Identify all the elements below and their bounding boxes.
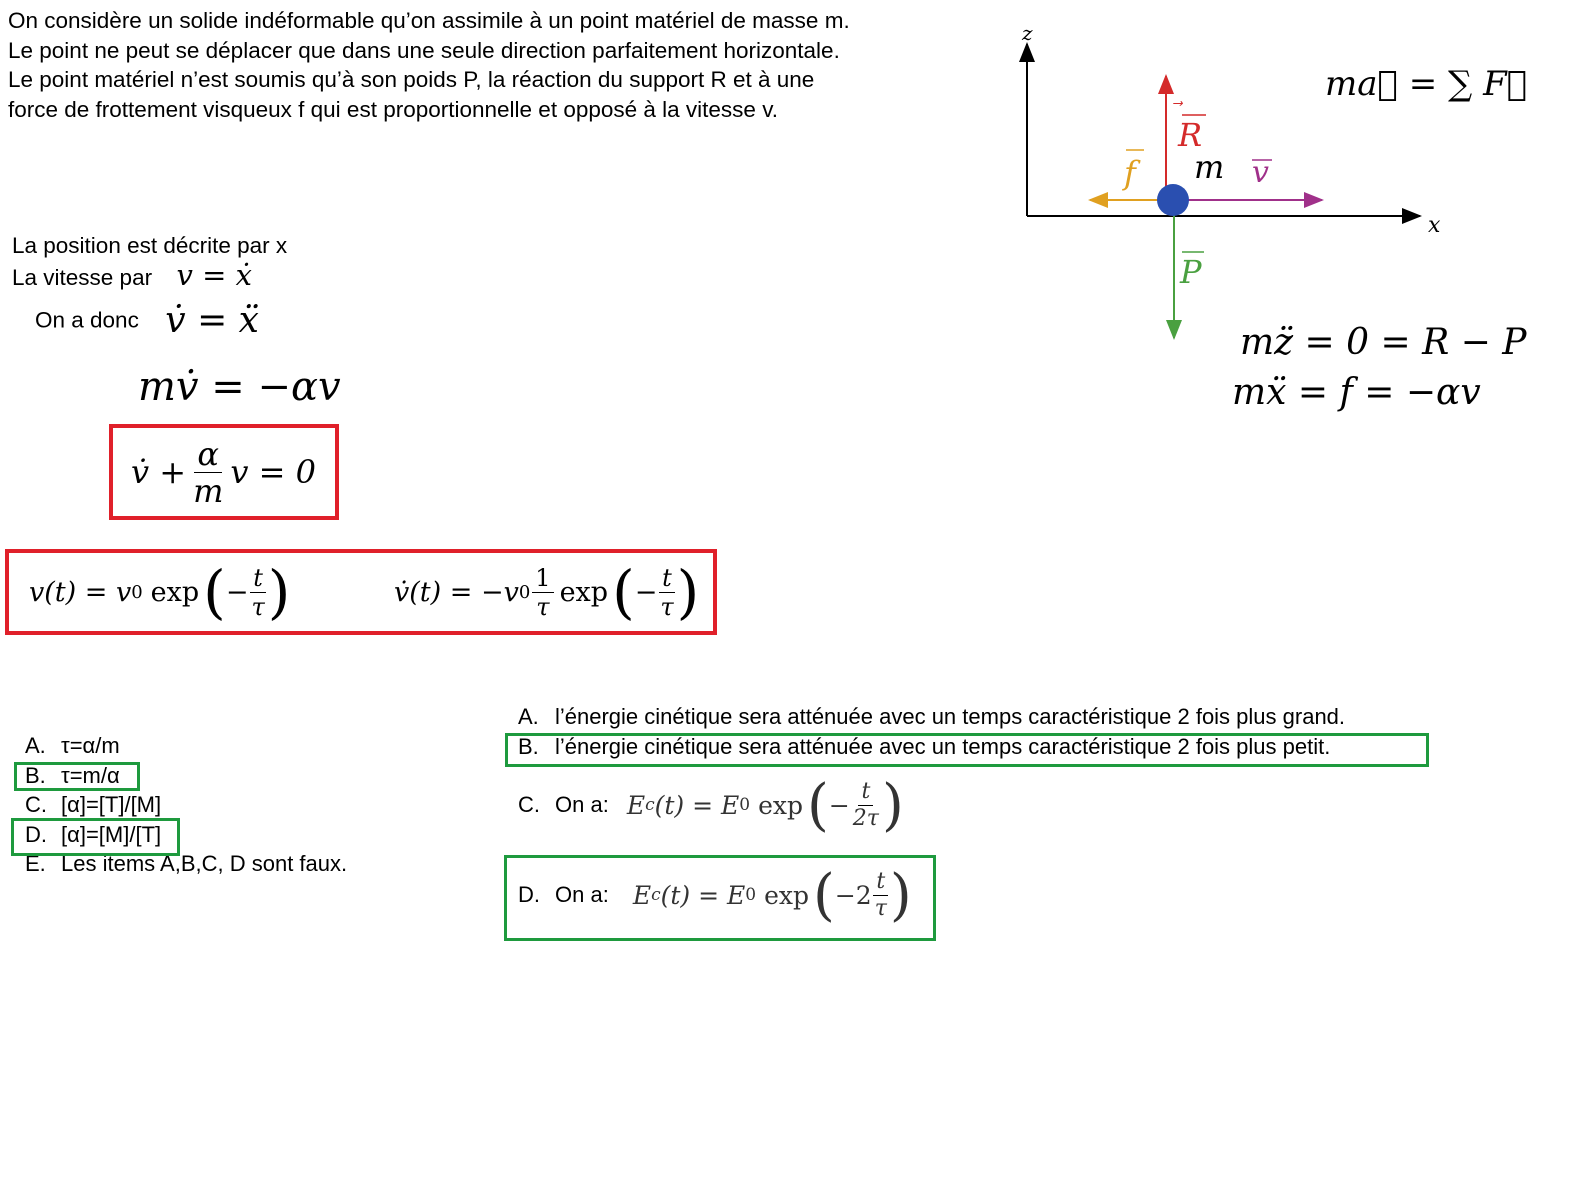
- right-paren: ): [267, 558, 291, 626]
- frac-denominator: 2τ: [852, 805, 879, 831]
- velocity-text: La vitesse par: [12, 265, 153, 290]
- motion-equation: mv̇ = −αv: [138, 364, 341, 410]
- eq-prefix: −: [828, 790, 850, 820]
- left-paren: (: [612, 558, 635, 626]
- diff-eq-left: v̇ +: [131, 453, 187, 491]
- vector-arrow-glyph: [1173, 101, 1184, 106]
- eq-mid: (t) = E: [660, 880, 746, 910]
- item-text: l’énergie cinétique sera atténuée avec un temps caractéristique 2 fois plus grand.: [555, 704, 1346, 729]
- item-text: On a:: [555, 882, 609, 907]
- reaction-label: R: [1178, 116, 1203, 154]
- item-text: [α]=[T]/[M]: [61, 792, 162, 817]
- kinetic-energy-equation-c: [627, 773, 904, 838]
- t-over-tau-fraction: [657, 563, 676, 621]
- differential-equation: [131, 434, 316, 510]
- velocity-solution: [29, 553, 290, 631]
- v-left: v(t) = v: [29, 576, 132, 608]
- frac-numerator: t: [858, 781, 873, 806]
- item-text: τ=m/α: [61, 762, 120, 788]
- eq-sub: c: [645, 795, 655, 815]
- v-sub: 0: [131, 581, 143, 603]
- frac-numerator: t: [659, 566, 675, 593]
- item-letter: B.: [518, 734, 539, 759]
- exp-function: exp: [758, 790, 803, 820]
- item-text: Les items A,B,C, D sont faux.: [61, 851, 348, 876]
- right-paren: ): [676, 558, 700, 626]
- exp-function: exp: [559, 576, 609, 608]
- eq-left: E: [626, 790, 646, 820]
- item-letter: C.: [518, 792, 540, 817]
- eq-sub: c: [651, 885, 661, 905]
- exp-function: exp: [764, 880, 809, 910]
- frac-denominator: m: [193, 471, 224, 510]
- frac-numerator: t: [250, 566, 266, 593]
- t-over-tau-fraction: [248, 563, 267, 621]
- qcm2-item-d: [518, 858, 912, 932]
- t-over-tau-fraction: [872, 868, 890, 921]
- qcm1-list: [25, 733, 347, 881]
- acceleration-solution: [394, 553, 699, 631]
- frac-numerator: 1: [532, 566, 553, 593]
- qcm1-d-highlight: [11, 818, 180, 856]
- vertical-equation: mz̈ = 0 = R − P: [1240, 322, 1527, 363]
- minus-sign: −: [634, 576, 658, 608]
- horizontal-equation: mẍ = f = −αv: [1232, 372, 1481, 413]
- item-letter: E.: [25, 851, 46, 876]
- frac-denominator: τ: [660, 592, 674, 621]
- solution-box: [5, 549, 717, 635]
- diff-eq-right: v = 0: [230, 453, 316, 491]
- left-paren: (: [203, 558, 226, 626]
- newton-law: ma⃗ = ∑ F⃗: [1325, 64, 1528, 104]
- left-paren: (: [812, 862, 835, 928]
- point-mass: [1157, 184, 1189, 216]
- item-text: [α]=[M]/[T]: [61, 821, 162, 847]
- x-axis-label: x: [1428, 213, 1441, 238]
- one-over-tau-fraction: [532, 563, 553, 621]
- differential-equation-box: [109, 424, 339, 520]
- intro-line: force de frottement visqueux f qui est proportionnelle et opposé à la vitesse v.: [8, 96, 779, 122]
- item-text: l’énergie cinétique sera atténuée avec un temps caractéristique 2 fois plus petit.: [555, 734, 1331, 759]
- velocity-line: [12, 258, 252, 292]
- donc-equation: v̇ = ẍ: [165, 300, 259, 341]
- donc-line: [35, 300, 259, 341]
- velocity-equation: v = ẋ: [176, 258, 253, 292]
- right-paren: ): [889, 862, 912, 928]
- vdot-sub: 0: [518, 581, 531, 603]
- item-letter: B.: [25, 762, 46, 788]
- frac-numerator: t: [873, 871, 888, 896]
- eq-left: E: [632, 880, 652, 910]
- z-axis-label: z: [1022, 21, 1033, 45]
- frac-numerator: α: [194, 438, 222, 473]
- kinetic-energy-equation-d: [633, 863, 912, 928]
- item-text: τ=α/m: [61, 733, 120, 758]
- qcm2-b-highlight: [505, 733, 1429, 767]
- exp-function: exp: [150, 576, 200, 608]
- frac-denominator: τ: [874, 895, 887, 921]
- mass-label: m: [1194, 148, 1225, 186]
- weight-label: P: [1180, 253, 1202, 291]
- qcm1-b-highlight: [14, 762, 140, 791]
- item-letter: C.: [25, 792, 47, 817]
- eq-prefix: −2: [834, 880, 872, 910]
- item-letter: A.: [518, 704, 539, 729]
- frac-denominator: τ: [251, 592, 265, 621]
- qcm2-item-a: [518, 704, 1345, 730]
- item-letter: A.: [25, 733, 46, 758]
- eq-sub: 0: [745, 885, 757, 905]
- right-paren: ): [881, 772, 904, 838]
- alpha-over-m-fraction: [190, 434, 226, 510]
- eq-mid: (t) = E: [654, 790, 740, 820]
- left-paren: (: [806, 772, 829, 838]
- item-letter: D.: [25, 821, 47, 847]
- qcm1-item-a: [25, 733, 347, 763]
- intro-line: On considère un solide indéformable qu’on assimile à un point matériel de masse m.: [8, 8, 850, 33]
- item-text: On a:: [555, 792, 609, 817]
- qcm2-item-c: [518, 770, 904, 840]
- velocity-label: v: [1252, 155, 1269, 190]
- intro-line: Le point matériel n’est soumis qu’à son poids P, la réaction du support R et à une: [8, 67, 815, 92]
- intro-line: Le point ne peut se déplacer que dans une seule direction parfaitement horizontale.: [8, 37, 840, 63]
- friction-label: f: [1124, 154, 1136, 192]
- intro-paragraph: [8, 6, 988, 124]
- item-letter: D.: [518, 882, 540, 907]
- donc-text: On a donc: [35, 307, 139, 333]
- eq-sub: 0: [739, 795, 751, 815]
- vdot-left: v̇(t) = −v: [394, 576, 519, 608]
- position-text: La position est décrite par x: [12, 233, 288, 258]
- minus-sign: −: [225, 576, 249, 608]
- frac-denominator: τ: [536, 592, 550, 621]
- t-over-2tau-fraction: [850, 778, 882, 831]
